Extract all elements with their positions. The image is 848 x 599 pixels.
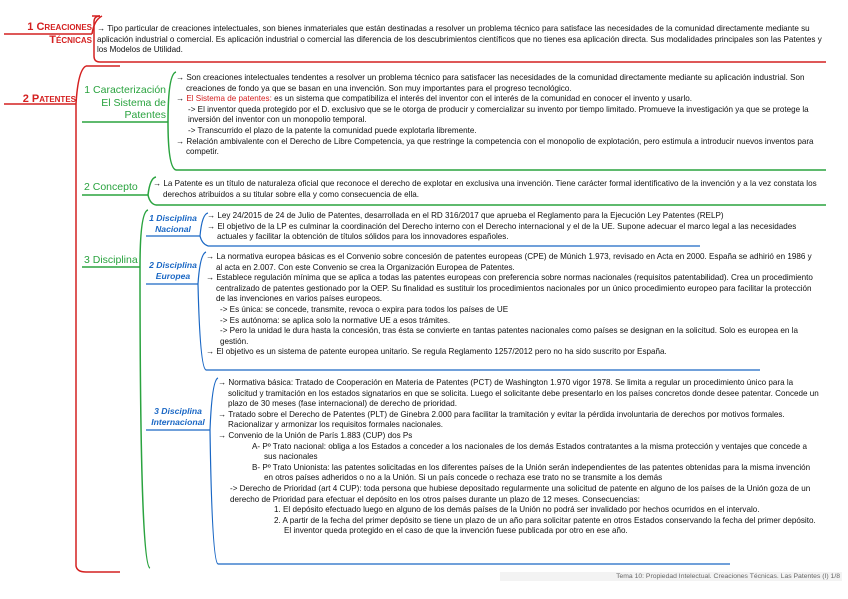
internacional-p2: → Tratado sobre el Derecho de Patentes (PLT) de Ginebra 2.000 para facilitar la tramitación y evitar la pérdida involuntaria de derechos por motivos formales. Racionalizar y armonizar los requisitos formales nacionales. [218, 409, 785, 430]
caracterizacion-label [80, 84, 166, 122]
disciplina-europea-content [206, 252, 820, 358]
internacional-p3: → Convenio de la Unión de París 1.883 (CUP) dos Ps [218, 430, 413, 440]
section-1-title [6, 21, 92, 47]
caracterizacion-content [176, 73, 824, 158]
europea-p2: → Establece regulación mínima que se aplica a todas las patentes europeas con preferencia sobre normas nacionales (requisitos patentabilidad). Crea un procedimiento centralizado de patentes gestionado por la OEP. Su finalidad es sustituir los procedimientos nacionales por un único procedimiento europeo para facilitar la protección de las invenciones en varios países europeos. [206, 273, 813, 304]
concepto-text: La Patente es un título de naturaleza oficial que reconoce el derecho de explotar en exclusiva una invención. Tiene carácter formal identificativo de la invención y a la vez constata los derechos atribuidos a su titular sobre ella y como consecuencia de ella. [163, 179, 817, 199]
caracterizacion-p5: → Relación ambivalente con el Derecho de Libre Competencia, ya que restringe la competencia con el monopolio de explotación, pero estimula a introducir nuevos inventos para competir. [176, 136, 814, 157]
section-1-title-line2: Técnicas [49, 34, 92, 46]
internacional-p4: A- Pº Trato nacional: obliga a los Estados a conceder a los nacionales de los demás Estados contratantes a la misma protección y ventajes que concede a sus nacionales [252, 441, 807, 462]
section-1-text: Tipo particular de creaciones intelectuales, son bienes inmateriales que están destinadas a resolver un problema técnico para satisface las necesidades de la comunidad directamente mediante su aplicación industrial o comercial. Es aplicación industrial o comercial las diferencia de los descubrimientos científicos que no tienes esa aplicación directa. Sus modalidades principales son las Patentes y los Modelos de Utilidad. [97, 24, 822, 55]
internacional-p1: → Normativa básica: Tratado de Cooperación en Materia de Patentes (PCT) de Washington 1.970 vigor 1978. Se limita a regular un procedimiento único para la solicitud y tramitación en los estados signatarios en que se solicita. Luego el solicitante debe presentarlo en los países concretos donde desee patentar. Concede un plazo de 30 meses (fase internacional) de derecho de prioridad. [218, 378, 819, 409]
section-2-number: 2 [22, 93, 29, 105]
disciplina-europea-label: 2 Disciplina Europea [149, 260, 197, 281]
section-1-definition [97, 24, 825, 56]
disciplina-internacional-label: 3 Disciplina Internacional [151, 406, 205, 427]
arrow-right-icon: → [97, 24, 108, 33]
caracterizacion-p3: -> El inventor queda protegido por el D. exclusivo que se le otorga de producir y comercializar su invento por tiempo limitado. Promueve la investigación ya que se protege la inversión del inventor con un monopolio temporal. [188, 104, 809, 125]
internacional-p6: -> Derecho de Prioridad (art 4 CUP): toda persona que hubiese depositado regularmente una solicitud de patente en alguno de los países de la Unión goza de un derecho de Prioridad para efectuar el depósito en los otros países durante un plazo de 12 meses. Consecuencias: [230, 483, 811, 504]
disciplina-label: 3 Disciplina [84, 254, 138, 266]
concepto-content: → La Patente es un título de naturaleza oficial que reconoce el derecho de explotar en exclusiva una invención. Tiene carácter formal identificativo de la invención y a la vez constata los derechos atribuidos a su titular sobre ella y como consecuencia de ella. [153, 179, 817, 199]
section-2-title [6, 93, 76, 106]
nacional-p1: → Ley 24/2015 de 24 de Julio de Patentes, desarrollada en el RD 316/2017 que aprueba el Reglamento para la Ejecución Ley Patentes (RELP) [207, 211, 724, 220]
internacional-p8: 2. A partir de la fecha del primer depósito se tiene un plazo de un año para solicitar patente en otros Estados conservando la fecha del primer depósito. El inventor queda protegido en el caso de que la invención fuese publicada por otro en ese año. [274, 515, 816, 536]
page-footer: Tema 10: Propiedad Intelectual. Creaciones Técnicas. Las Patentes (I) 1/8 [500, 572, 842, 581]
disciplina-internacional-content [218, 378, 820, 537]
europea-p6: → El objetivo es un sistema de patente europea unitario. Se regula Reglamento 1257/2012 pero no ha sido suscrito por España. [206, 347, 667, 357]
caracterizacion-label-line3: Patentes [124, 109, 166, 121]
nacional-p2: → El objetivo de la LP es culminar la coordinación del Derecho interno con el Derecho internacional y el de la UE. Supone adecuar el marco legal a las necesidades actuales y facilitar la obtención de títulos sólidos para los innovadores españoles. [207, 221, 797, 242]
disciplina-nacional-label: 1 Disciplina Nacional [149, 213, 197, 234]
caracterizacion-label-line2: El Sistema de [101, 96, 166, 109]
europea-p4: -> Es autónoma: se aplica solo la normative UE a esos trámites. [220, 315, 451, 325]
caracterizacion-p4: -> Transcurrido el plazo de la patente la comunidad puede explotarla libremente. [188, 125, 477, 135]
caracterizacion-p2: → El Sistema de patentes: es un sistema que compatibiliza el interés del inventor con el interés de la comunidad en conocer el invento y usarlo. [176, 94, 693, 104]
section-1-title-line1: Creaciones [36, 21, 92, 33]
section-1-number: 1 [27, 21, 34, 33]
europea-p1: → La normativa europea básicas es el Convenio sobre concesión de patentes europeas (CPE) de Múnich 1.973, revisado en Acta en 2000. España se adhirió en 1986 y al acta en 2.007. Con este Convenio se crea la Organización Europea de Patentes. [206, 252, 812, 272]
caracterizacion-p1: → Son creaciones intelectuales tendentes a resolver un problema técnico para satisfacer las necesidades de la comunidad directamente mediante su aplicación industrial. Son creaciones de fondo ya que se basan en una invención. Son muy importantes para el progreso tecnológico. [176, 73, 805, 93]
internacional-p5: B- Pº Trato Unionista: las patentes solicitadas en los diferentes países de la Unión serán independientes de las patentes obtenidas para la misma invención en otros países adheridos o no a la Unión. Si un país concede o rechaza ese trato no se transmite a los demás [252, 462, 811, 483]
concepto-label: 2 Concepto [84, 181, 138, 193]
internacional-p7: 1. El depósito efectuado luego en alguno de los demás países de la Unión no podrá ser invalidado por hechos ocurridos en el intervalo. [274, 505, 760, 515]
disciplina-nacional-content [207, 211, 819, 243]
section-2-title-text: Patentes [31, 93, 76, 105]
europea-p3: -> Es única: se concede, transmite, revoca o expira para todos los países de UE [220, 304, 509, 314]
caracterizacion-label-line1: 1 Caracterización [84, 84, 166, 96]
europea-p5: -> Pero la unidad le dura hasta la concesión, tras ésta se convierte en tantas patentes nacionales como países se designan en la solicitud. Solo es europea en la gestión. [220, 326, 798, 346]
